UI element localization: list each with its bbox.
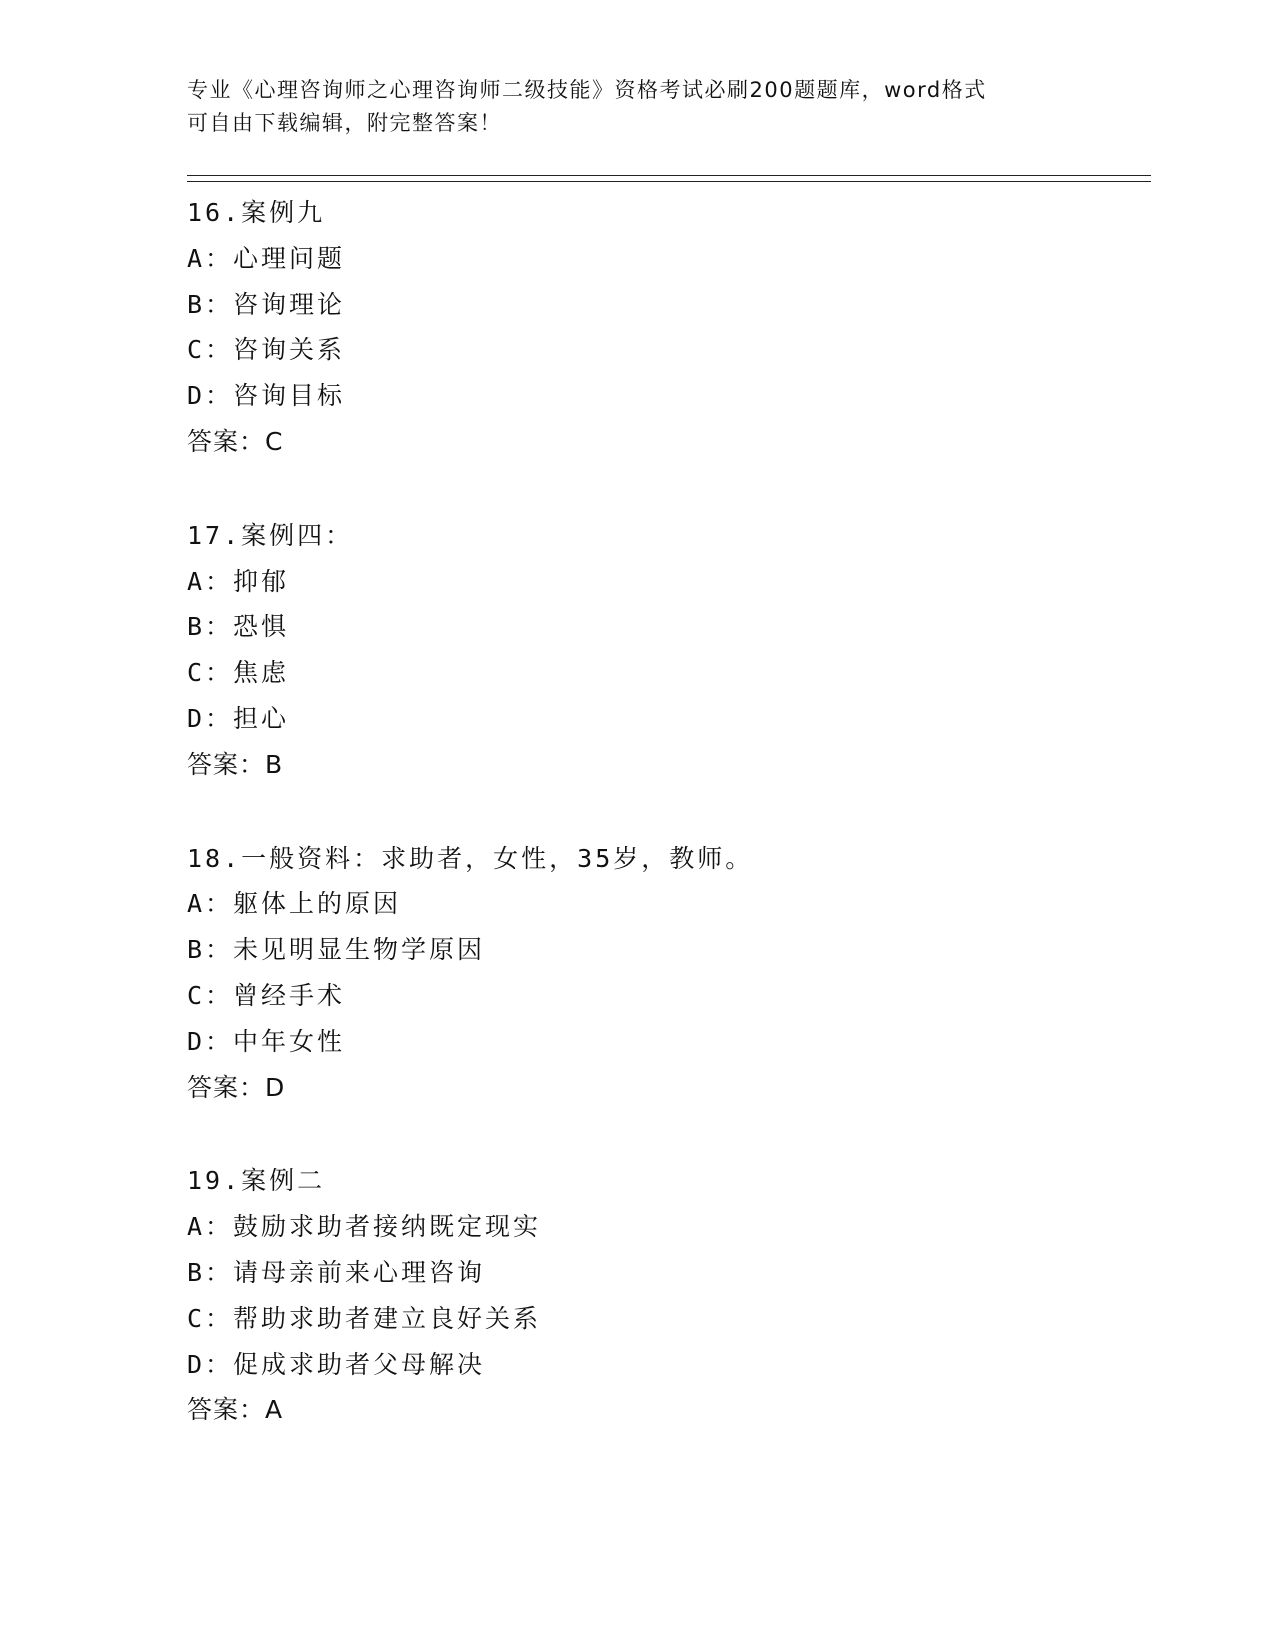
- option-a: A：鼓励求助者接纳既定现实: [187, 1212, 542, 1242]
- question-stem: 16.案例九: [187, 198, 326, 227]
- option-b: B：请母亲前来心理咨询: [187, 1257, 486, 1287]
- option-d: D：促成求助者父母解决: [187, 1349, 486, 1379]
- option-b: B：未见明显生物学原因: [187, 935, 486, 965]
- option-d: D：咨询目标: [187, 381, 346, 411]
- header-line-1: 专业《心理咨询师之心理咨询师二级技能》资格考试必刷200题题库，word格式: [187, 78, 987, 102]
- answer-line: 答案：B: [187, 749, 284, 779]
- question-list: [187, 190, 1137, 1481]
- option-c: C：焦虑: [187, 658, 290, 688]
- question-19: [187, 1158, 1137, 1433]
- option-b: B：恐惧: [187, 612, 290, 642]
- option-d: D：担心: [187, 703, 290, 733]
- header-divider-top: [187, 175, 1151, 176]
- option-c: C：曾经手术: [187, 980, 346, 1010]
- option-a: A：躯体上的原因: [187, 889, 402, 919]
- question-18: [187, 836, 1137, 1111]
- question-17: [187, 513, 1137, 788]
- question-16: [187, 190, 1137, 465]
- option-b: B：咨询理论: [187, 289, 346, 319]
- option-c: C：咨询关系: [187, 335, 346, 365]
- answer-line: 答案：D: [187, 1072, 286, 1102]
- document-header: [187, 74, 1087, 140]
- option-a: A：抑郁: [187, 566, 290, 596]
- question-stem: 18.一般资料：求助者，女性，35岁，教师。: [187, 843, 754, 873]
- answer-line: 答案：A: [187, 1395, 284, 1425]
- question-stem: 19.案例二: [187, 1166, 326, 1196]
- question-stem: 17.案例四：: [187, 520, 354, 550]
- option-d: D：中年女性: [187, 1026, 346, 1056]
- header-line-2: 可自由下载编辑，附完整答案！: [187, 111, 502, 135]
- option-a: A：心理问题: [187, 243, 346, 273]
- option-c: C：帮助求助者建立良好关系: [187, 1303, 542, 1333]
- header-divider-bottom: [187, 181, 1151, 182]
- answer-line: 答案：C: [187, 426, 284, 456]
